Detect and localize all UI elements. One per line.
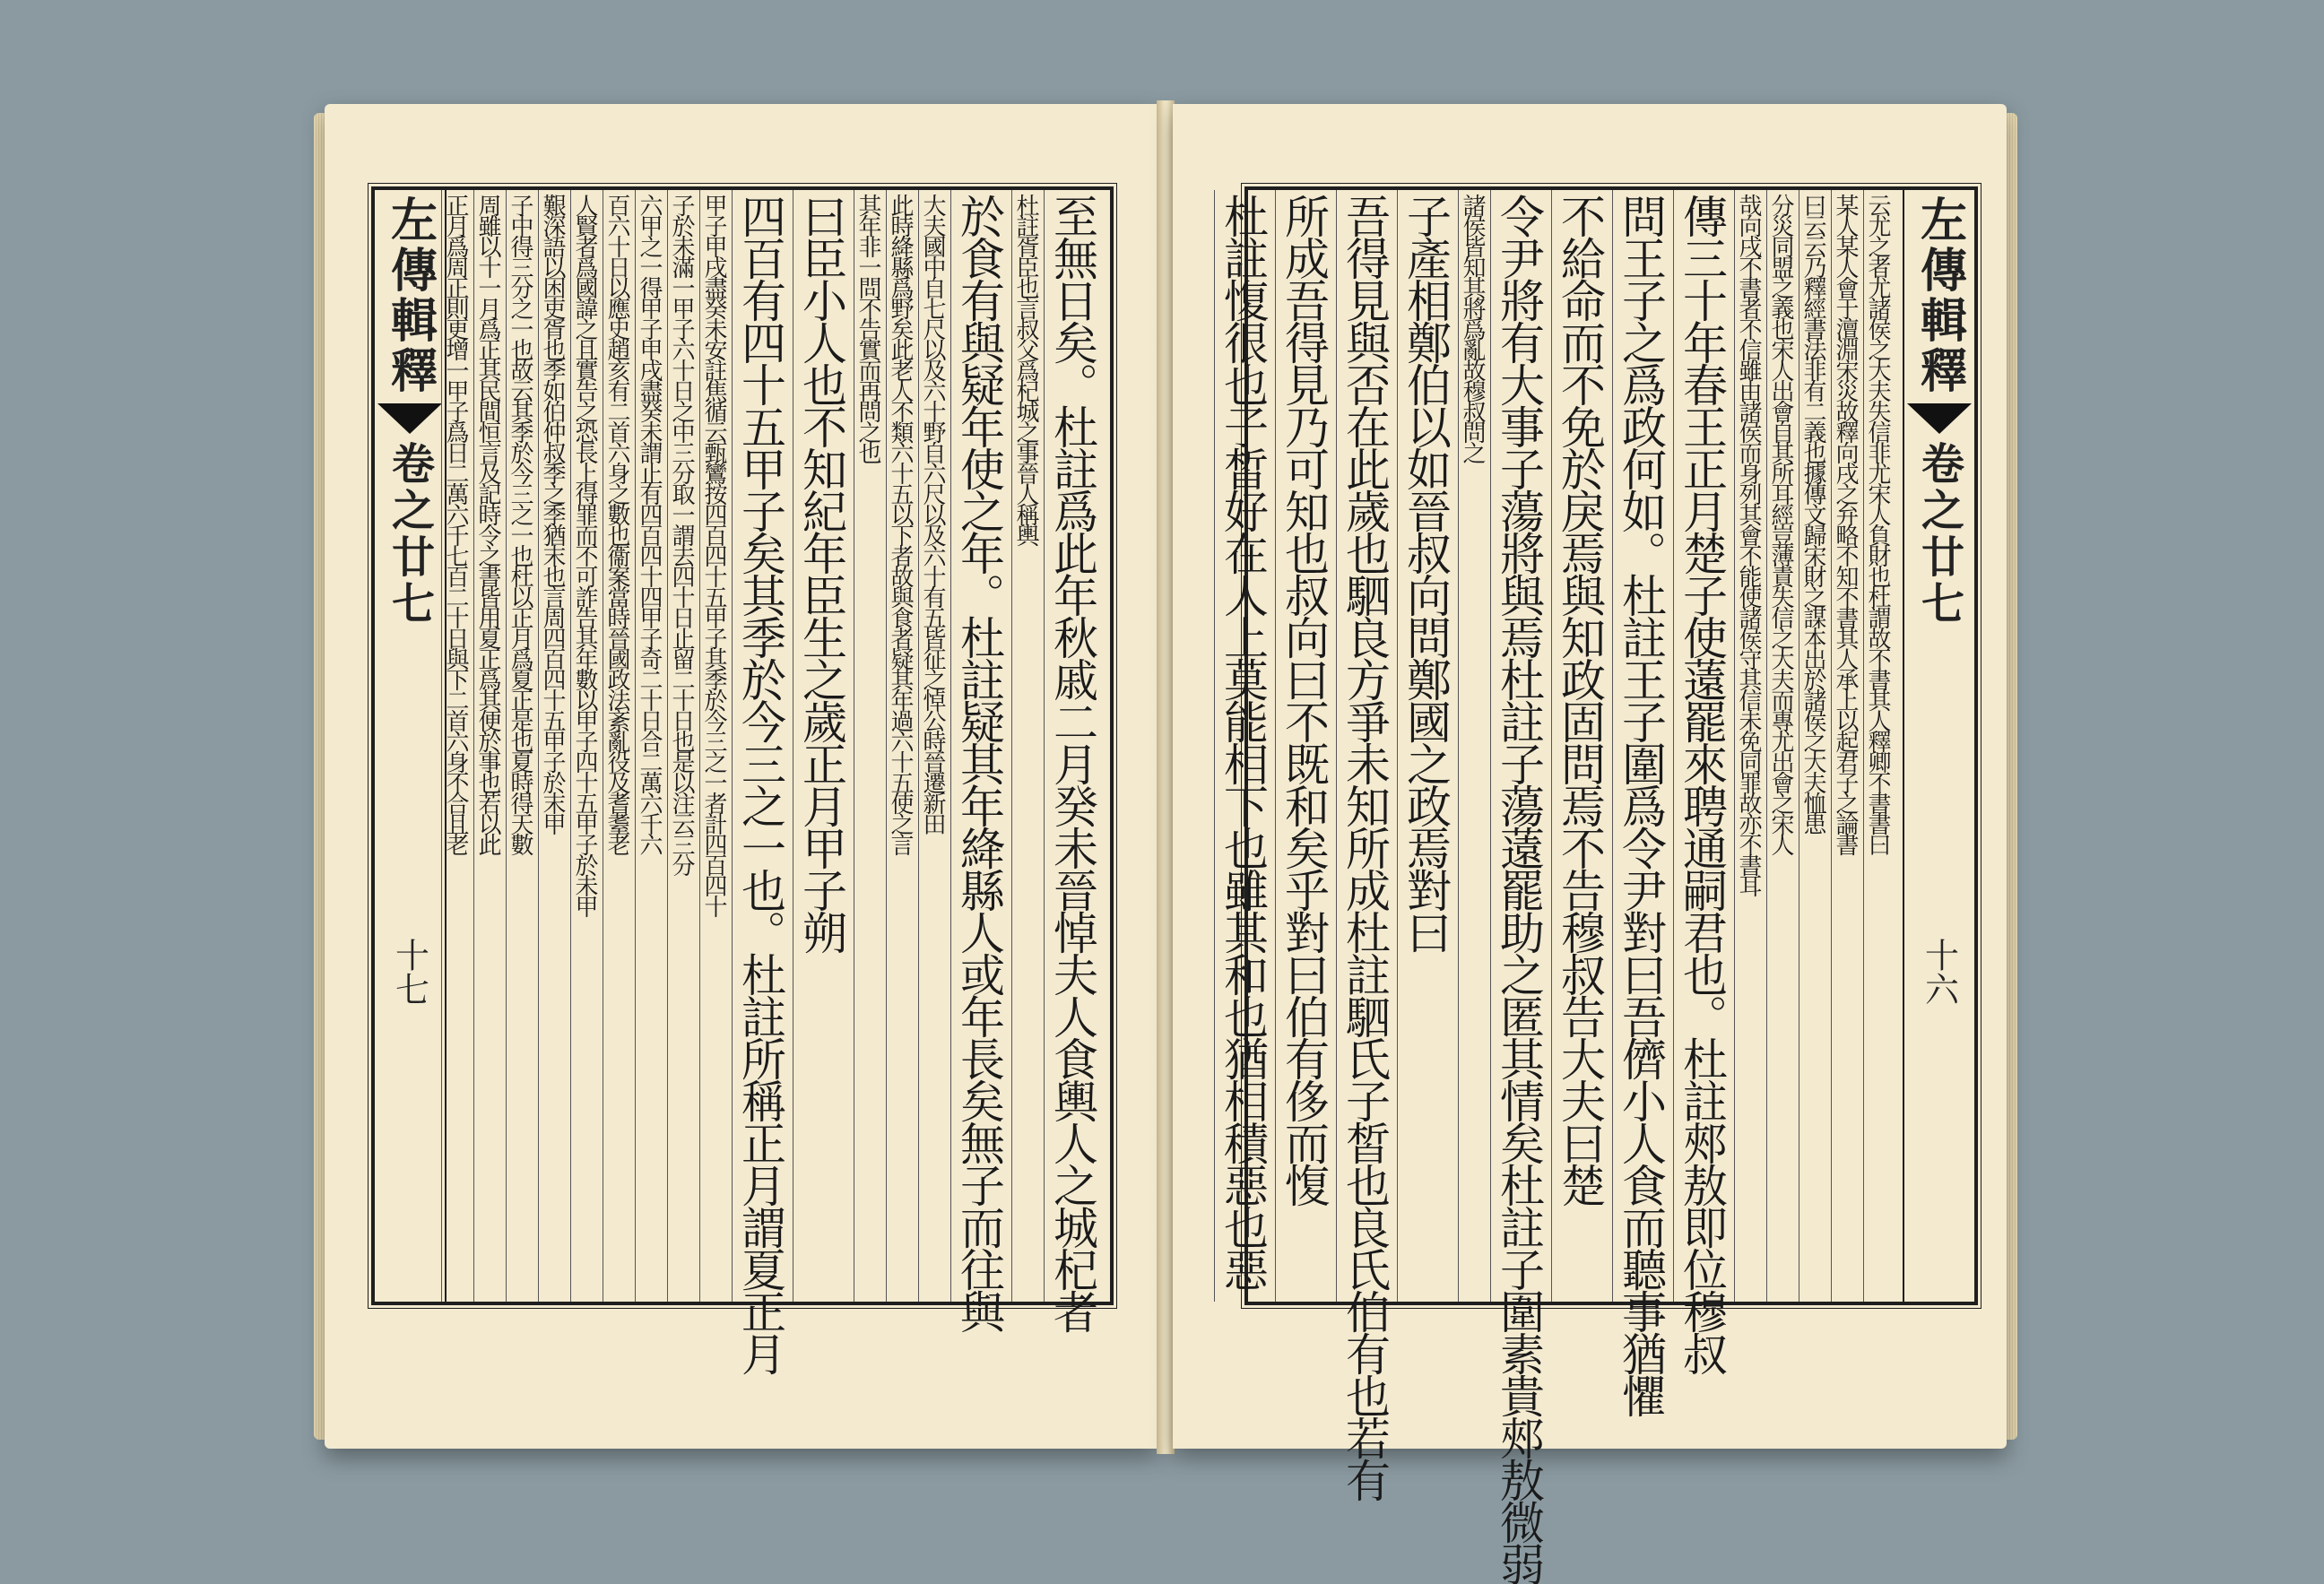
main-text-column: 吾得見與否在此歲也駟良方爭未知所成杜註駟氏子皙也良氏伯有也若有 <box>1336 190 1397 1302</box>
main-text-column: 於食有與疑年使之年。杜註疑其年絳縣人或年長矣無子而往與 <box>950 190 1011 1302</box>
folio-number: 十七 <box>389 938 429 1006</box>
commentary-column: 曰云云乃釋經書法非有二義也據傳文歸宋財之謀本出於諸侯之大夫恤患 <box>1799 190 1831 1302</box>
commentary-column: 諸侯皆知其將爲亂故穆叔問之 <box>1458 190 1490 1302</box>
main-text-column: 至無日矣。杜註爲此年秋戚二月癸未晉悼夫人食輿人之城杞者 <box>1044 190 1105 1302</box>
main-text-column: 曰臣小人也不知紀年臣生之歲正月甲子朔 <box>793 190 854 1302</box>
commentary-column: 子於未滿一甲子六十日之中三分取一謂去四十日止留二十日也是以注云三分 <box>667 190 699 1302</box>
fish-tail-mark <box>377 403 442 434</box>
book-title: 左傳輯釋 <box>382 195 438 396</box>
commentary-column: 正月爲周正則更增一甲子爲日二萬六千七百二十日與下二首六身不合且老 <box>441 190 473 1302</box>
right-margin-strip <box>1903 190 1974 1302</box>
left-text-columns <box>442 190 1105 1373</box>
main-text-column: 令尹將有大事子蕩將與焉杜註子蕩薳罷助之匿其情矣杜註子圍素貴郟敖微弱 <box>1490 190 1551 1302</box>
left-text-frame <box>371 186 1114 1373</box>
commentary-column: 云尤之者尤諸侯之大夫失信非尤宋人負財也杜謂故不書其人釋卿不書書曰 <box>1863 190 1895 1302</box>
main-text-column: 子產相鄭伯以如晉叔向問鄭國之政焉對曰 <box>1397 190 1458 1302</box>
commentary-column: 人賢者爲國諱之且實告之恐長上得罪而不可詐告其年數以甲子四十五甲子於未甲 <box>570 190 603 1302</box>
folio-number: 十六 <box>1919 938 1959 1006</box>
main-text-column: 四百有四十五甲子矣其季於今三之一也。杜註所稱正月謂夏正月 <box>732 190 793 1302</box>
commentary-column: 子中得三分之一也故云其季於今三之一也杜以正月爲夏正是也夏時得天數 <box>506 190 538 1302</box>
book-gutter <box>1157 100 1175 1454</box>
commentary-column: 分災同盟之義也宋人出會自其所耳經豈薄責失信之大夫而專尤出會之宋人 <box>1766 190 1799 1302</box>
main-text-column: 不給命而不免於戾焉與知政固問焉不告穆叔告大夫曰楚 <box>1551 190 1612 1302</box>
left-margin-strip <box>375 190 447 1302</box>
right-page <box>1173 104 2007 1584</box>
commentary-column: 其年非一問不告實而再問之也 <box>854 190 886 1302</box>
commentary-column: 百六十日以應史趙亥有二首六身之數也衞案當時晉國政法紊亂役及耆耋老 <box>603 190 635 1302</box>
main-text-column: 所成吾得見乃可知也叔向曰不既和矣乎對曰伯有侈而愎 <box>1275 190 1336 1302</box>
commentary-column: 大夫國中自七尺以及六十野自六尺以及六十有五皆征之悼公時晉遷新田 <box>918 190 950 1302</box>
commentary-column: 哉向戌不書者不信雖由諸侯而身列其會不能使諸侯守其信未免同罪故亦不書耳 <box>1734 190 1766 1302</box>
commentary-column: 甲子甲戌盡癸未安註焦循云甄鸞按四百四十五甲子其季於今三之一者計四百四十 <box>699 190 732 1302</box>
open-book <box>314 97 2017 1584</box>
main-text-column: 問王子之爲政何如。杜註王子圍爲令尹對曰吾儕小人食而聽事猶懼 <box>1612 190 1673 1302</box>
commentary-column: 某人某人會于澶淵宋災故釋向戌之弁略不知不書其人承上以起君子之論書 <box>1831 190 1863 1302</box>
left-page <box>325 104 1158 1449</box>
book-title: 左傳輯釋 <box>1912 195 1967 396</box>
volume-label: 卷之廿七 <box>384 441 435 628</box>
volume-label: 卷之廿七 <box>1913 441 1964 628</box>
main-text-column: 杜註愎很也子皙好在人上莫能相下也雖其和也猶相積惡也惡 <box>1214 190 1275 1302</box>
fish-tail-mark <box>1907 403 1972 434</box>
commentary-column: 此時絳縣爲野矣此老人不類六十五以下者故與食者疑其年過六十五使之言 <box>886 190 918 1302</box>
commentary-column: 杜註胥臣也言叔父爲杞城之事晉人稱輿 <box>1011 190 1044 1302</box>
right-text-columns <box>1217 190 1895 1584</box>
commentary-column: 艱深語以困吏胥也季如伯仲叔季之季猶末也言周四百四十五甲子於末甲 <box>538 190 570 1302</box>
commentary-column: 周雖以十一月爲正其民間恒言及記時令之書皆用夏正爲其便於事也若以此 <box>473 190 506 1302</box>
right-text-frame <box>1217 186 1978 1584</box>
main-text-column: 傳三十年春王正月楚子使薳罷來聘通嗣君也。杜註郟敖即位穆叔 <box>1673 190 1734 1302</box>
commentary-column: 六甲之一得甲子甲戌盡癸未謂止有四百四十四甲子奇二十日合二萬六千六 <box>635 190 667 1302</box>
